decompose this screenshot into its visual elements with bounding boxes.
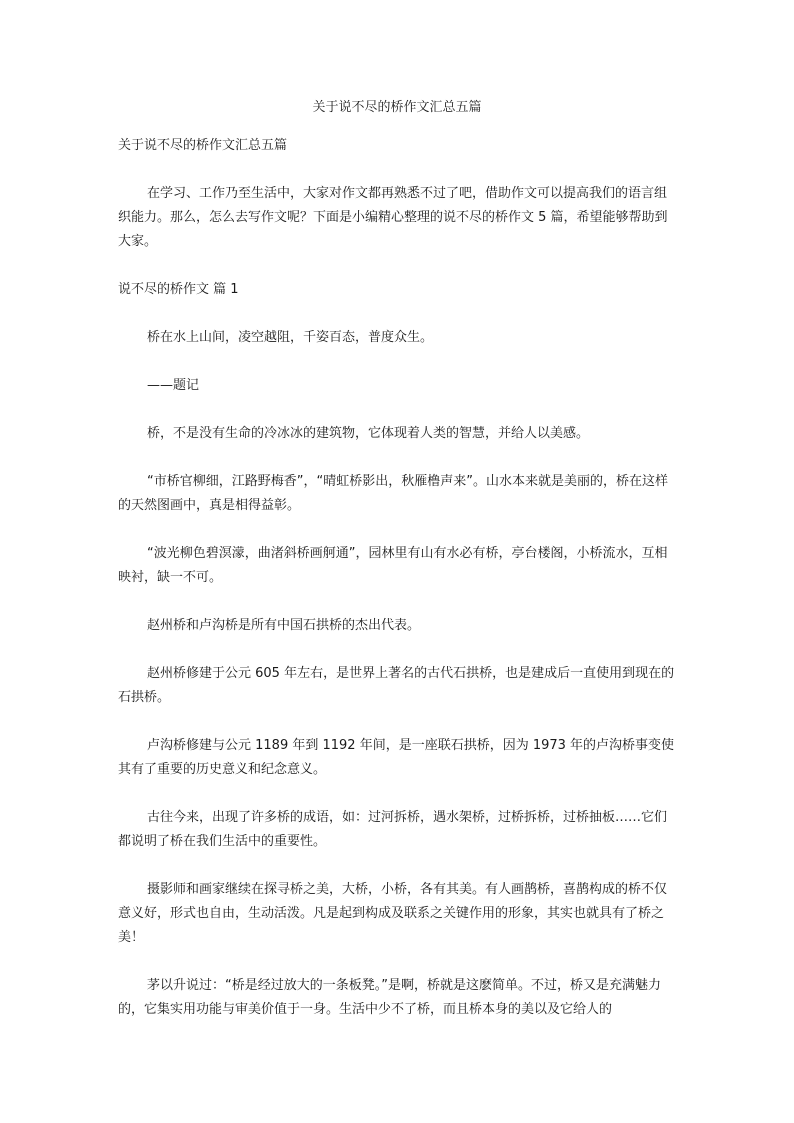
body-paragraph: 摄影师和画家继续在探寻桥之美，大桥，小桥，各有其美。有人画鹊桥，喜鹊构成的桥不仅意义好，形式也自由，生动活泼。凡是起到构成及联系之关键作用的形象，其实也就具有了桥之美！ [118,882,668,945]
document-body [118,134,678,1046]
body-paragraph: 古往今来，出现了许多桥的成语，如：过河拆桥，遇水架桥，过桥拆桥，过桥抽板……它们都说明了桥在我们生活中的重要性。 [118,810,668,849]
intro-paragraph: 在学习、工作乃至生活中，大家对作文都再熟悉不过了吧，借助作文可以提高我们的语言组织能力。那么，怎么去写作文呢？下面是小编精心整理的说不尽的桥作文 5 篇，希望能够帮助到大家。 [118,186,668,249]
body-paragraph: 卢沟桥修建与公元 1189 年到 1192 年间，是一座联石拱桥，因为 1973 年的卢沟桥事变使其有了重要的历史意义和纪念意义。 [118,738,675,777]
body-paragraph: 赵州桥修建于公元 605 年左右，是世界上著名的古代石拱桥，也是建成后一直使用到现在的石拱桥。 [118,666,675,705]
document-subtitle: 关于说不尽的桥作文汇总五篇 [118,138,288,153]
body-paragraph: “波光柳色碧溟濛，曲渚斜桥画舸通”，园林里有山有水必有桥，亭台楼阁，小桥流水，互相映衬，缺一不可。 [118,546,668,585]
body-paragraph: 茅以升说过：“桥是经过放大的一条板凳。”是啊，桥就是这麽简单。不过，桥又是充满魅力的，它集实用功能与审美价值于一身。生活中少不了桥，而且桥本身的美以及它给人的 [118,978,661,1017]
body-paragraph: “市桥官柳细，江路野梅香”，“晴虹桥影出，秋雁橹声来”。山水本来就是美丽的，桥在这样的天然图画中，真是相得益彰。 [118,474,668,513]
body-paragraph: 桥在水上山间，凌空越阻，千姿百态，普度众生。 [147,330,434,345]
epigraph-attribution: ——题记 [147,378,200,393]
section-heading: 说不尽的桥作文 篇 1 [118,282,239,297]
body-paragraph: 桥，不是没有生命的冷冰冰的建筑物，它体现着人类的智慧，并给人以美感。 [147,426,590,441]
document-title: 关于说不尽的桥作文汇总五篇 [312,100,482,115]
body-paragraph: 赵州桥和卢沟桥是所有中国石拱桥的杰出代表。 [147,618,421,633]
